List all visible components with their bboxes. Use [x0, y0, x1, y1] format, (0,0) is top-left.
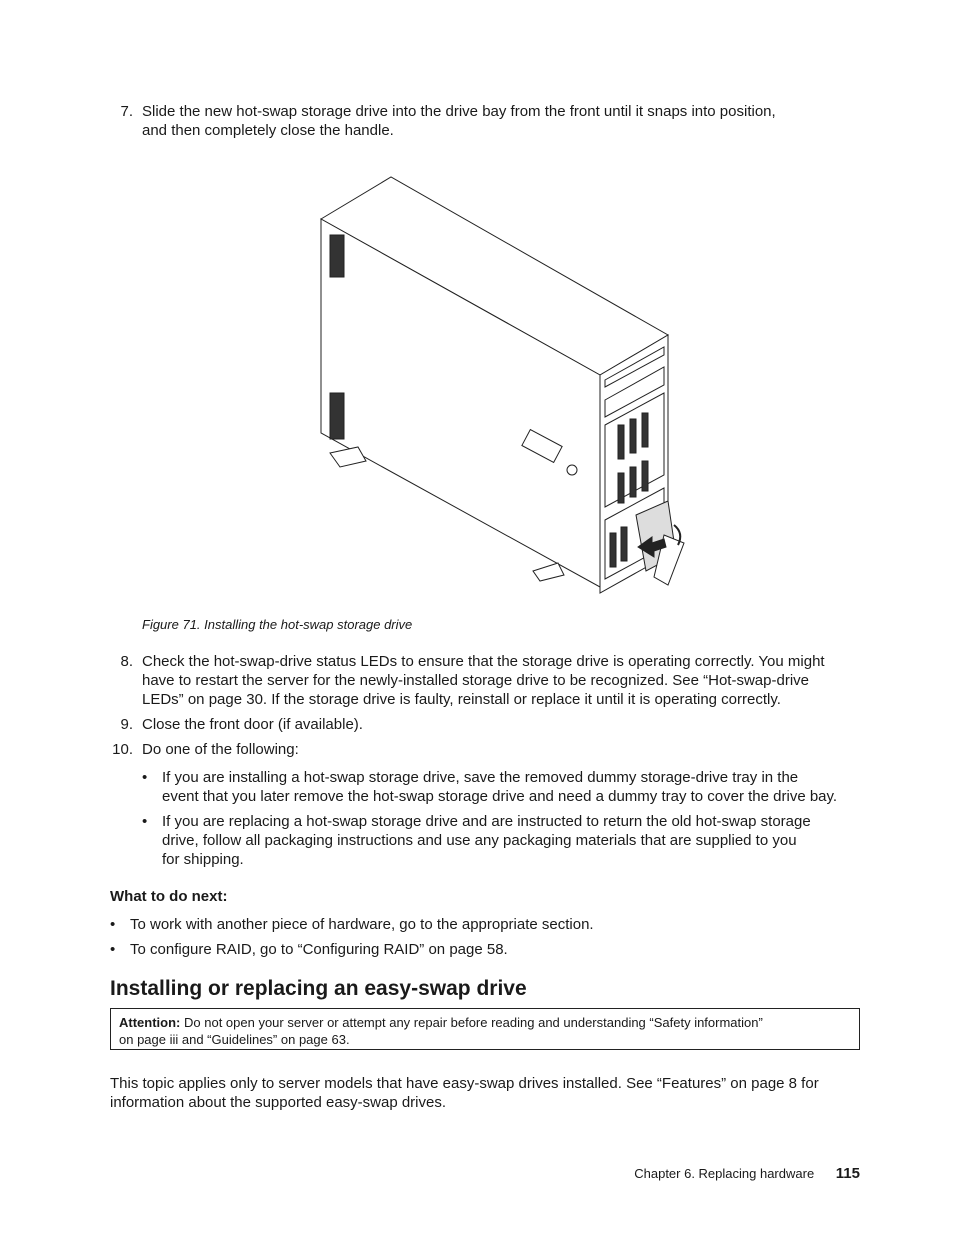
list-item-line: drive, follow all packaging instructions and use any packaging materials that are supplied to you: [162, 832, 797, 849]
step-number: 7.: [120, 103, 133, 120]
server-illustration: [318, 175, 690, 597]
bullet: •: [142, 769, 148, 786]
list-item-text: [162, 812, 811, 869]
bullet: •: [110, 916, 116, 933]
attention-label: Attention:: [119, 1015, 181, 1030]
chapter-title: Chapter 6. Replacing hardware: [634, 1166, 815, 1181]
attention-line: [119, 1014, 851, 1031]
step-text-line: Check the hot-swap-drive status LEDs to ensure that the storage drive is operating correctly. You might: [142, 653, 825, 670]
list-item-text: To work with another piece of hardware, go to the appropriate section.: [130, 916, 594, 933]
list-item-text: [162, 768, 837, 806]
step-text-line: Slide the new hot-swap storage drive into the drive bay from the front until it snaps into position,: [142, 103, 776, 120]
step-text-line: have to restart the server for the newly-installed storage drive to be recognized. See “Hot-swap-drive: [142, 672, 809, 689]
section-title: Installing or replacing an easy-swap drive: [110, 977, 527, 1000]
next-heading: What to do next:: [110, 888, 228, 905]
list-item-line: If you are installing a hot-swap storage drive, save the removed dummy storage-drive tray in the: [162, 769, 799, 786]
page-footer: [634, 1165, 860, 1182]
list-item-line: event that you later remove the hot-swap storage drive and need a dummy tray to cover the drive bay.: [162, 788, 838, 805]
step-number: 9.: [120, 716, 133, 733]
attention-line: on page iii and “Guidelines” on page 63.: [119, 1032, 350, 1047]
paragraph-line: information about the supported easy-swap drives.: [110, 1094, 447, 1111]
step-number: 10.: [112, 741, 133, 758]
attention-text: Do not open your server or attempt any repair before reading and understanding “Safety information”: [184, 1015, 763, 1030]
step-text: [142, 102, 864, 140]
attention-box: [110, 1008, 860, 1050]
step-text: Close the front door (if available).: [142, 716, 363, 733]
figure-caption: Figure 71. Installing the hot-swap storage drive: [142, 617, 413, 632]
page-number: 115: [835, 1165, 860, 1182]
list-item-line: If you are replacing a hot-swap storage drive and are instructed to return the old hot-swap storage: [162, 813, 811, 830]
bullet: •: [142, 813, 148, 830]
step-text: [142, 652, 864, 709]
step-text: Do one of the following:: [142, 741, 299, 758]
paragraph-line: This topic applies only to server models that have easy-swap drives installed. See “Features” on page 8 for: [110, 1075, 819, 1092]
body-paragraph: [110, 1074, 870, 1112]
bullet: •: [110, 941, 116, 958]
step-number: 8.: [120, 653, 133, 670]
step-text-line: LEDs” on page 30. If the storage drive is faulty, reinstall or replace it until it is operating correctly.: [142, 691, 781, 708]
list-item-line: for shipping.: [162, 851, 244, 868]
step-text-line: and then completely close the handle.: [142, 122, 394, 139]
list-item-text: To configure RAID, go to “Configuring RAID” on page 58.: [130, 941, 508, 958]
